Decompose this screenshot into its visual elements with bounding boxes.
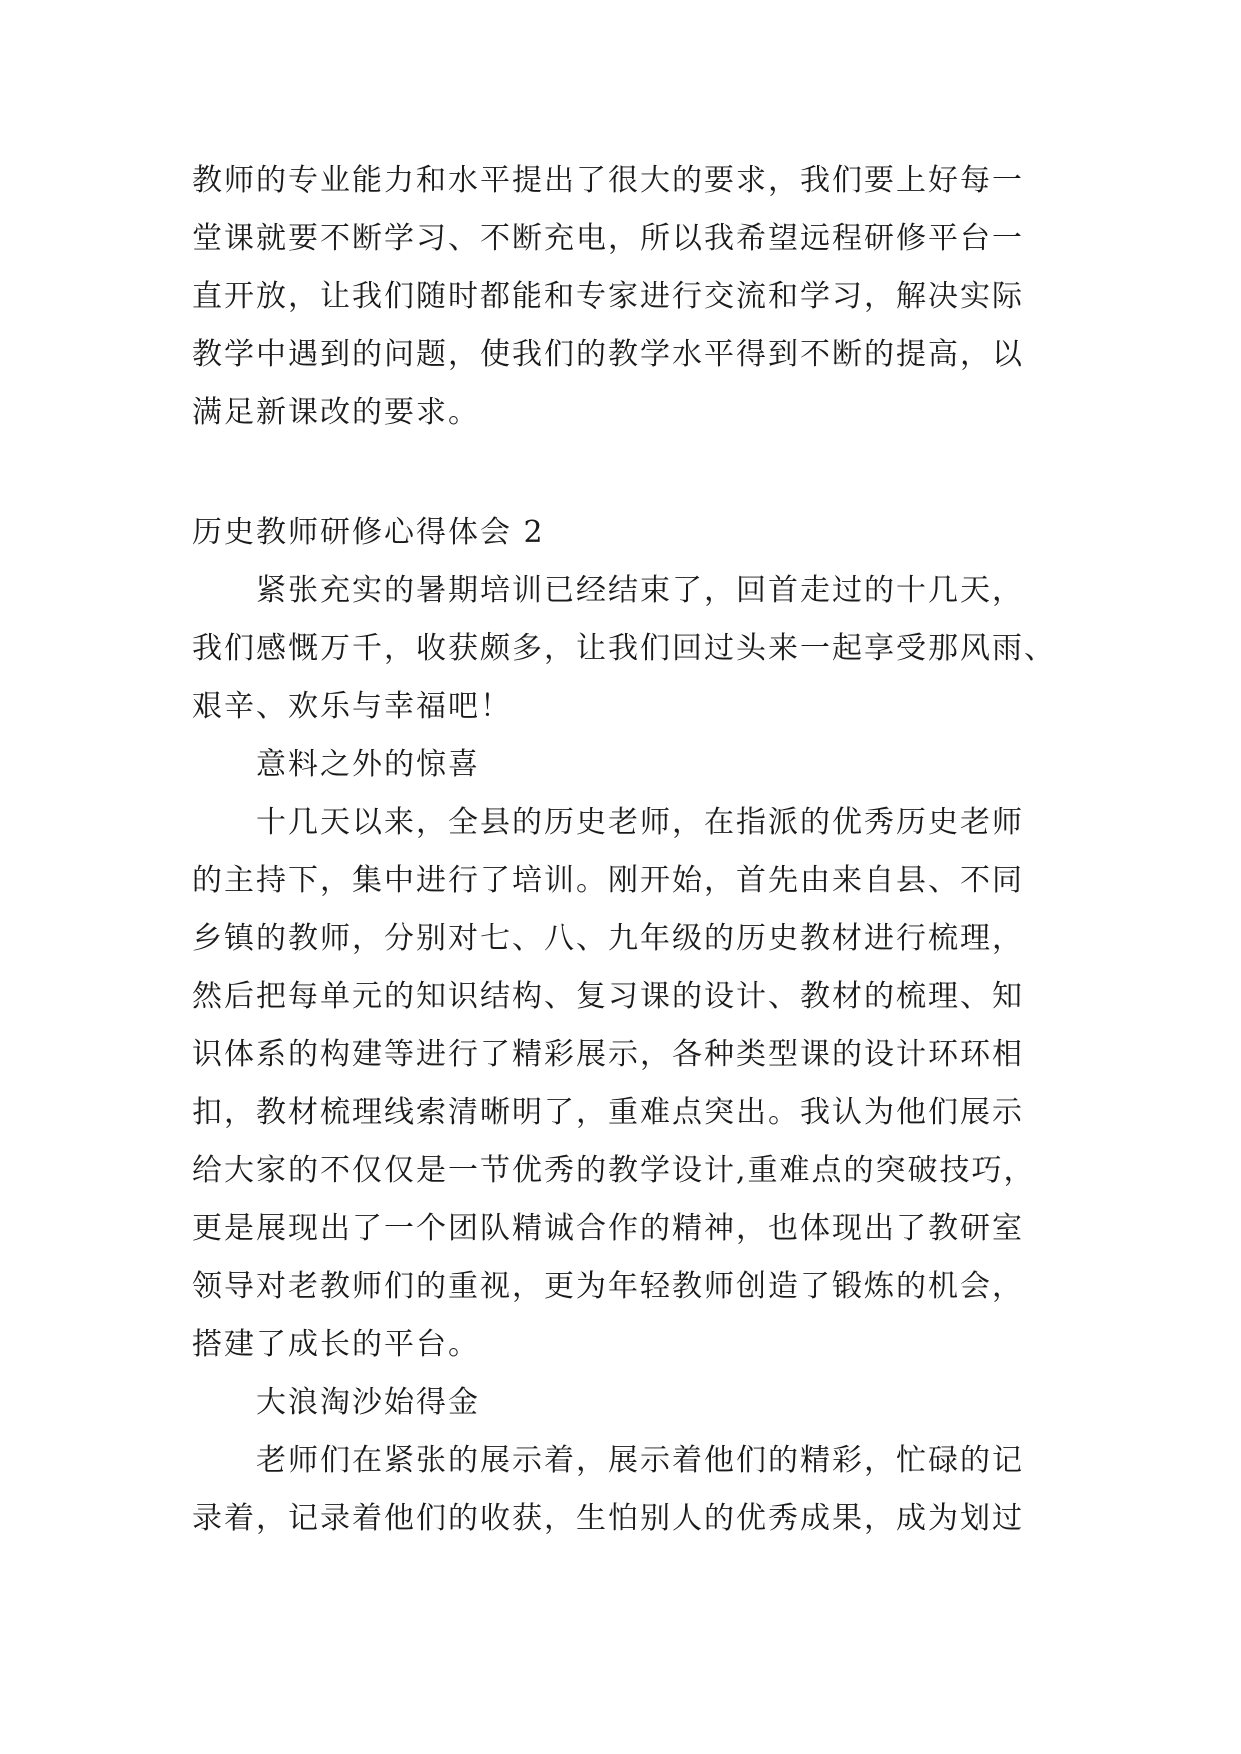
text-line: 紧张充实的暑期培训已经结束了，回首走过的十几天， <box>256 573 1024 608</box>
section-title: 历史教师研修心得体会 2 <box>192 515 545 550</box>
paragraph-2 <box>192 802 1072 1382</box>
paragraph-3 <box>192 1440 1072 1556</box>
paragraph-1 <box>192 570 1072 744</box>
text-line: 满足新课改的要求。 <box>192 395 480 430</box>
text-line: 给大家的不仅仅是一节优秀的教学设计,重难点的突破技巧， <box>192 1153 1036 1188</box>
intro-paragraph <box>192 160 1072 450</box>
document-body <box>192 160 1072 1556</box>
text-line: 教师的专业能力和水平提出了很大的要求，我们要上好每一 <box>192 163 1024 198</box>
text-line: 堂课就要不断学习、不断充电，所以我希望远程研修平台一 <box>192 221 1024 256</box>
text-line: 教学中遇到的问题，使我们的教学水平得到不断的提高，以 <box>192 337 1024 372</box>
text-line: 老师们在紧张的展示着，展示着他们的精彩，忙碌的记 <box>256 1443 1024 1478</box>
text-line: 直开放，让我们随时都能和专家进行交流和学习，解决实际 <box>192 279 1024 314</box>
text-line: 然后把每单元的知识结构、复习课的设计、教材的梳理、知 <box>192 979 1024 1014</box>
text-line: 领导对老教师们的重视，更为年轻教师创造了锻炼的机会， <box>192 1269 1024 1304</box>
text-line: 十几天以来，全县的历史老师，在指派的优秀历史老师 <box>256 805 1024 840</box>
text-line: 乡镇的教师，分别对七、八、九年级的历史教材进行梳理， <box>192 921 1024 956</box>
text-line: 艰辛、欢乐与幸福吧！ <box>192 689 512 724</box>
text-line: 更是展现出了一个团队精诚合作的精神，也体现出了教研室 <box>192 1211 1024 1246</box>
text-line: 我们感慨万千，收获颇多，让我们回过头来一起享受那风雨、 <box>192 631 1056 666</box>
text-line: 识体系的构建等进行了精彩展示，各种类型课的设计环环相 <box>192 1037 1024 1072</box>
text-line: 扣，教材梳理线索清晰明了，重难点突出。我认为他们展示 <box>192 1095 1024 1130</box>
text-line: 录着，记录着他们的收获，生怕别人的优秀成果，成为划过 <box>192 1501 1024 1536</box>
text-line: 搭建了成长的平台。 <box>192 1327 480 1362</box>
subheading-gold: 大浪淘沙始得金 <box>256 1385 480 1420</box>
text-line: 的主持下，集中进行了培训。刚开始，首先由来自县、不同 <box>192 863 1024 898</box>
section-spacer <box>192 450 1072 512</box>
subheading-surprise: 意料之外的惊喜 <box>256 747 480 782</box>
